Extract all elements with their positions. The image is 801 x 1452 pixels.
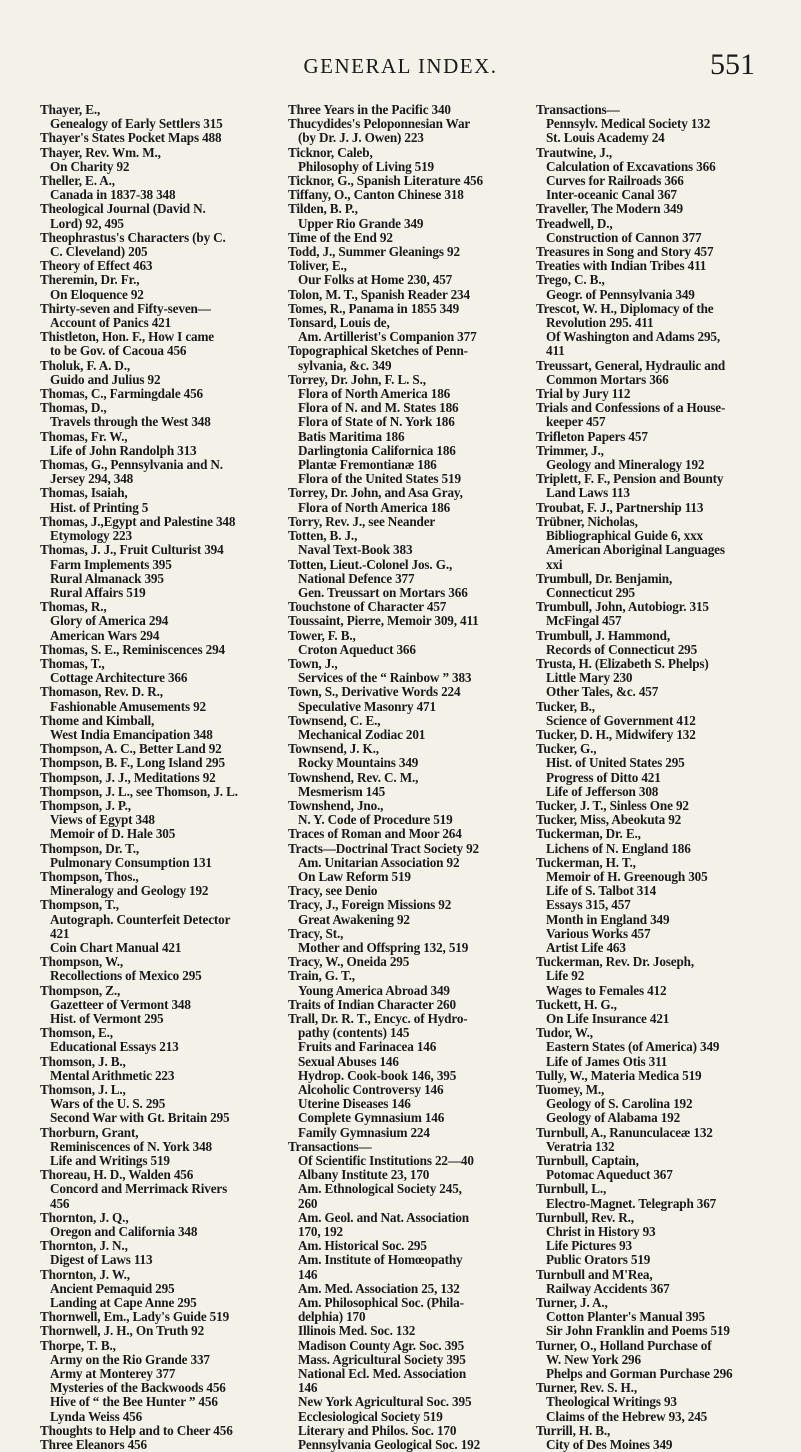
index-entry: Transactions— bbox=[288, 1138, 372, 1154]
index-entry: Thompson, J. L., see Thomson, J. L. bbox=[40, 783, 238, 799]
index-entry: Ticknor, Caleb, bbox=[288, 144, 373, 160]
index-subentry: Eastern States (of America) 349 bbox=[546, 1039, 720, 1055]
index-subentry: Lichens of N. England 186 bbox=[546, 840, 691, 856]
index-subentry: Sexual Abuses 146 bbox=[298, 1053, 399, 1069]
index-entry: Townshend, Rev. C. M., bbox=[288, 769, 419, 785]
index-subentry: Curves for Railroads 366 bbox=[546, 173, 684, 189]
index-entry: Trall, Dr. R. T., Encyc. of Hydro- bbox=[288, 1011, 468, 1026]
index-entry: Townshend, Jno., bbox=[288, 797, 384, 813]
index-subentry: Phelps and Gorman Purchase 296 bbox=[546, 1366, 733, 1382]
index-entry: Tholuk, F. A. D., bbox=[40, 357, 131, 373]
index-subentry: Veratria 132 bbox=[546, 1138, 615, 1154]
index-column-2 bbox=[288, 102, 526, 1452]
index-subentry: Etymology 223 bbox=[50, 528, 132, 544]
index-subentry: Albany Institute 23, 170 bbox=[298, 1167, 430, 1183]
index-entry: Thomson, J. L., bbox=[40, 1082, 126, 1098]
index-entry: Tolon, M. T., Spanish Reader 234 bbox=[288, 286, 470, 302]
index-subentry: Family Gymnasium 224 bbox=[298, 1124, 430, 1140]
index-subentry: Ecclesiological Society 519 bbox=[298, 1408, 443, 1424]
index-entry: Three Eleanors 456 bbox=[40, 1437, 147, 1452]
index-subentry: Cottage Architecture 366 bbox=[50, 670, 188, 686]
index-entry: Trübner, Nicholas, bbox=[536, 513, 638, 529]
index-entry: Tully, W., Materia Medica 519 bbox=[536, 1067, 702, 1083]
index-subentry: New York Agricultural Soc. 395 bbox=[298, 1394, 472, 1410]
index-subentry: Hist. of United States 295 bbox=[546, 755, 685, 771]
index-entry: Turnbull and M'Rea, bbox=[536, 1266, 653, 1282]
index-subentry: Essays 315, 457 bbox=[546, 897, 631, 913]
index-entry: Thayer's States Pocket Maps 488 bbox=[40, 130, 222, 146]
index-subentry: Revolution 295. 411 bbox=[546, 315, 654, 331]
index-subentry: 411 bbox=[546, 343, 565, 359]
index-entry: Thoreau, H. D., Walden 456 bbox=[40, 1167, 194, 1183]
index-subentry: Oregon and California 348 bbox=[50, 1224, 198, 1240]
page-number: 551 bbox=[710, 48, 755, 81]
index-entry: Thirty-seven and Fifty-seven— bbox=[40, 300, 211, 316]
index-entry: Thomas, J. J., Fruit Culturist 394 bbox=[40, 542, 224, 558]
index-entry: Transactions— bbox=[536, 102, 620, 117]
index-subentry: Fashionable Amusements 92 bbox=[50, 698, 206, 714]
index-subentry: Wars of the U. S. 295 bbox=[50, 1096, 166, 1112]
index-entry: Treaties with Indian Tribes 411 bbox=[536, 258, 707, 274]
index-entry: Thomas, C., Farmingdale 456 bbox=[40, 386, 203, 402]
index-subentry: National Defence 377 bbox=[298, 570, 415, 586]
index-entry: Theological Journal (David N. bbox=[40, 201, 206, 217]
index-subentry: Glory of America 294 bbox=[50, 613, 169, 629]
index-entry: Touchstone of Character 457 bbox=[288, 599, 447, 615]
index-subentry: 421 bbox=[50, 925, 70, 941]
index-entry: Trusta, H. (Elizabeth S. Phelps) bbox=[536, 655, 709, 671]
index-subentry: Life 92 bbox=[546, 968, 585, 984]
index-entry: Townsend, J. K., bbox=[288, 741, 379, 757]
index-subentry: Mechanical Zodiac 201 bbox=[298, 726, 426, 742]
index-subentry: West India Emancipation 348 bbox=[50, 726, 213, 742]
index-entry: Trumbull, John, Autobiogr. 315 bbox=[536, 599, 709, 615]
index-subentry: City of Des Moines 349 bbox=[546, 1437, 673, 1452]
index-subentry: Potomac Aqueduct 367 bbox=[546, 1167, 673, 1183]
index-subentry: Army at Monterey 377 bbox=[50, 1366, 176, 1382]
index-entry: Treasures in Song and Story 457 bbox=[536, 244, 714, 260]
index-columns bbox=[40, 102, 774, 1452]
index-entry: Thomas, S. E., Reminiscences 294 bbox=[40, 641, 225, 657]
index-subentry: Am. Historical Soc. 295 bbox=[298, 1238, 427, 1254]
index-entry: Traveller, The Modern 349 bbox=[536, 201, 683, 217]
index-entry: Tracy, see Denio bbox=[288, 883, 378, 899]
index-subentry: Geology of S. Carolina 192 bbox=[546, 1096, 693, 1112]
index-subentry: Genealogy of Early Settlers 315 bbox=[50, 116, 223, 132]
index-subentry: McFingal 457 bbox=[546, 613, 622, 629]
index-subentry: Flora of the United States 519 bbox=[298, 471, 461, 487]
index-subentry: Young America Abroad 349 bbox=[298, 982, 450, 998]
index-subentry: Philosophy of Living 519 bbox=[298, 158, 435, 174]
index-subentry: to be Gov. of Cacoua 456 bbox=[50, 343, 187, 359]
index-entry: Thompson, J. J., Meditations 92 bbox=[40, 769, 216, 785]
index-entry: Todd, J., Summer Gleanings 92 bbox=[288, 244, 460, 260]
index-subentry: (by Dr. J. J. Owen) 223 bbox=[298, 130, 424, 146]
index-subentry: Rocky Mountains 349 bbox=[298, 755, 419, 771]
index-subentry: Second War with Gt. Britain 295 bbox=[50, 1110, 230, 1126]
index-subentry: Records of Connecticut 295 bbox=[546, 641, 698, 657]
index-entry: Thompson, T., bbox=[40, 897, 119, 913]
index-subentry: Great Awakening 92 bbox=[298, 911, 410, 927]
index-subentry: On Charity 92 bbox=[50, 158, 130, 174]
index-subentry: Fruits and Farinacea 146 bbox=[298, 1039, 437, 1055]
index-subentry: Alcoholic Controversy 146 bbox=[298, 1082, 444, 1098]
index-subentry: Canada in 1837-38 348 bbox=[50, 187, 176, 203]
index-entry: Thornton, J. W., bbox=[40, 1266, 130, 1282]
index-entry: Troubat, F. J., Partnership 113 bbox=[536, 499, 704, 515]
index-subentry: American Wars 294 bbox=[50, 627, 160, 643]
index-subentry: Jersey 294, 348 bbox=[50, 471, 134, 487]
index-subentry: Life Pictures 93 bbox=[546, 1238, 632, 1254]
index-subentry: Mental Arithmetic 223 bbox=[50, 1067, 175, 1083]
index-entry: Thomas, Fr. W., bbox=[40, 428, 128, 444]
index-subentry: Land Laws 113 bbox=[546, 485, 630, 501]
running-head: GENERAL INDEX. bbox=[303, 54, 498, 78]
index-subentry: Public Orators 519 bbox=[546, 1252, 651, 1268]
index-entry: Turnbull, A., Ranunculaceæ 132 bbox=[536, 1124, 713, 1140]
index-subentry: American Aboriginal Languages bbox=[546, 542, 725, 558]
index-subentry: Farm Implements 395 bbox=[50, 556, 172, 572]
index-column-3 bbox=[536, 102, 774, 1452]
index-entry: Thomas, Isaiah, bbox=[40, 485, 128, 501]
index-entry: Thomson, J. B., bbox=[40, 1053, 126, 1069]
index-entry: Thomason, Rev. D. R., bbox=[40, 684, 163, 700]
index-entry: Thomas, D., bbox=[40, 400, 107, 416]
index-subentry: Flora of North America 186 bbox=[298, 499, 451, 515]
index-entry: Tuckerman, H. T., bbox=[536, 854, 636, 870]
index-subentry: Landing at Cape Anne 295 bbox=[50, 1295, 197, 1311]
index-subentry: Autograph. Counterfeit Detector bbox=[50, 911, 231, 927]
index-entry: Time of the End 92 bbox=[288, 229, 393, 245]
index-subentry: Cotton Planter's Manual 395 bbox=[546, 1309, 705, 1325]
index-subentry: Geogr. of Pennsylvania 349 bbox=[546, 286, 695, 302]
index-entry: Tiffany, O., Canton Chinese 318 bbox=[288, 187, 464, 203]
index-subentry: On Life Insurance 421 bbox=[546, 1011, 670, 1026]
index-entry: Theller, E. A., bbox=[40, 173, 115, 189]
index-entry: Tonsard, Louis de, bbox=[288, 315, 390, 331]
index-entry: Tower, F. B., bbox=[288, 627, 356, 643]
index-entry: Turnbull, L., bbox=[536, 1181, 607, 1197]
index-subentry: Concord and Merrimack Rivers bbox=[50, 1181, 228, 1197]
index-subentry: Hydrop. Cook-book 146, 395 bbox=[298, 1067, 457, 1083]
index-subentry: Batis Maritima 186 bbox=[298, 428, 405, 444]
index-subentry: Lynda Weiss 456 bbox=[50, 1408, 143, 1424]
index-subentry: Life of S. Talbot 314 bbox=[546, 883, 657, 899]
index-subentry: Life and Writings 519 bbox=[50, 1153, 170, 1169]
index-entry: Tilden, B. P., bbox=[288, 201, 358, 217]
index-subentry: Inter-oceanic Canal 367 bbox=[546, 187, 677, 203]
index-subentry: Hist. of Printing 5 bbox=[50, 499, 149, 515]
index-subentry: Sir John Franklin and Poems 519 bbox=[546, 1323, 730, 1339]
index-subentry: Month in England 349 bbox=[546, 911, 670, 927]
index-entry: Treussart, General, Hydraulic and bbox=[536, 357, 726, 373]
index-subentry: Speculative Masonry 471 bbox=[298, 698, 436, 714]
index-subentry: Rural Almanack 395 bbox=[50, 570, 164, 586]
index-entry: Turrill, H. B., bbox=[536, 1422, 611, 1438]
index-subentry: Artist Life 463 bbox=[546, 939, 626, 955]
index-subentry: On Eloquence 92 bbox=[50, 286, 144, 302]
index-entry: Thayer, Rev. Wm. M., bbox=[40, 144, 161, 160]
index-subentry: Uterine Diseases 146 bbox=[298, 1096, 411, 1112]
index-entry: Totten, B. J., bbox=[288, 528, 358, 544]
index-subentry: Mesmerism 145 bbox=[298, 783, 386, 799]
index-entry: Trials and Confessions of a House- bbox=[536, 400, 726, 416]
index-subentry: Our Folks at Home 230, 457 bbox=[298, 272, 453, 288]
index-entry: Train, G. T., bbox=[288, 968, 355, 984]
index-entry: Turner, O., Holland Purchase of bbox=[536, 1337, 712, 1353]
index-subentry: Rural Affairs 519 bbox=[50, 584, 146, 600]
index-subentry: N. Y. Code of Procedure 519 bbox=[298, 812, 453, 828]
index-entry: Toussaint, Pierre, Memoir 309, 411 bbox=[288, 613, 479, 629]
index-subentry: Coin Chart Manual 421 bbox=[50, 939, 182, 955]
index-subentry: xxi bbox=[546, 556, 563, 572]
index-subentry: National Ecl. Med. Association bbox=[298, 1366, 467, 1382]
index-entry: Torry, Rev. J., see Neander bbox=[288, 513, 436, 529]
index-subentry: Guido and Julius 92 bbox=[50, 371, 161, 387]
index-entry: Thompson, W., bbox=[40, 954, 124, 970]
index-subentry: Flora of N. and M. States 186 bbox=[298, 400, 459, 416]
index-entry: Thompson, B. F., Long Island 295 bbox=[40, 755, 225, 771]
index-subentry: Illinois Med. Soc. 132 bbox=[298, 1323, 416, 1339]
index-subentry: St. Louis Academy 24 bbox=[546, 130, 665, 146]
index-entry: Toliver, E., bbox=[288, 258, 347, 274]
index-subentry: Calculation of Excavations 366 bbox=[546, 158, 716, 174]
index-entry: Tuckerman, Rev. Dr. Joseph, bbox=[536, 954, 695, 970]
index-subentry: Literary and Philos. Soc. 170 bbox=[298, 1422, 457, 1438]
index-subentry: Connecticut 295 bbox=[546, 584, 635, 600]
index-subentry: Flora of State of N. York 186 bbox=[298, 414, 455, 430]
index-subentry: 260 bbox=[298, 1195, 318, 1211]
index-entry: Trego, C. B., bbox=[536, 272, 605, 288]
index-entry: Thorpe, T. B., bbox=[40, 1337, 116, 1353]
index-subentry: Recollections of Mexico 295 bbox=[50, 968, 202, 984]
index-entry: Thomas, J.,Egypt and Palestine 348 bbox=[40, 513, 236, 529]
index-entry: Trumbull, J. Hammond, bbox=[536, 627, 670, 643]
index-subentry: W. New York 296 bbox=[546, 1351, 641, 1367]
index-subentry: Am. Institute of Homœopathy bbox=[298, 1252, 463, 1268]
index-entry: Thornwell, Em., Lady's Guide 519 bbox=[40, 1309, 230, 1325]
index-entry: Trimmer, J., bbox=[536, 442, 604, 458]
index-subentry: Mother and Offspring 132, 519 bbox=[298, 939, 469, 955]
index-entry: Thoughts to Help and to Cheer 456 bbox=[40, 1422, 233, 1438]
index-subentry: Croton Aqueduct 366 bbox=[298, 641, 416, 657]
index-subentry: Life of Jefferson 308 bbox=[546, 783, 659, 799]
index-entry: Three Years in the Pacific 340 bbox=[288, 102, 451, 117]
index-subentry: Am. Artillerist's Companion 377 bbox=[298, 329, 477, 345]
index-subentry: keeper 457 bbox=[546, 414, 606, 430]
index-entry: Turner, J. A., bbox=[536, 1295, 608, 1311]
index-subentry: Army on the Rio Grande 337 bbox=[50, 1351, 210, 1367]
index-entry: Tracy, St., bbox=[288, 925, 344, 941]
index-subentry: Account of Panics 421 bbox=[50, 315, 172, 331]
index-entry: Trescot, W. H., Diplomacy of the bbox=[536, 300, 714, 316]
index-subentry: Claims of the Hebrew 93, 245 bbox=[546, 1408, 708, 1424]
index-subentry: Science of Government 412 bbox=[546, 712, 696, 728]
index-subentry: Complete Gymnasium 146 bbox=[298, 1110, 445, 1126]
index-entry: Town, J., bbox=[288, 655, 338, 671]
index-entry: Trumbull, Dr. Benjamin, bbox=[536, 570, 673, 586]
index-entry: Ticknor, G., Spanish Literature 456 bbox=[288, 173, 483, 189]
index-subentry: Am. Unitarian Association 92 bbox=[298, 854, 460, 870]
index-entry: Tucker, J. T., Sinless One 92 bbox=[536, 797, 689, 813]
index-subentry: Darlingtonia Californica 186 bbox=[298, 442, 456, 458]
index-subentry: Mysteries of the Backwoods 456 bbox=[50, 1380, 226, 1396]
index-subentry: Memoir of D. Hale 305 bbox=[50, 826, 176, 842]
index-subentry: Of Scientific Institutions 22—40 bbox=[298, 1153, 474, 1169]
index-subentry: sylvania, &c. 349 bbox=[298, 357, 392, 373]
index-subentry: Gazetteer of Vermont 348 bbox=[50, 996, 191, 1012]
index-subentry: Various Works 457 bbox=[546, 925, 651, 941]
index-entry: Tomes, R., Panama in 1855 349 bbox=[288, 300, 460, 316]
index-entry: Thompson, J. P., bbox=[40, 797, 131, 813]
index-subentry: 146 bbox=[298, 1266, 318, 1282]
index-subentry: Am. Med. Association 25, 132 bbox=[298, 1280, 460, 1296]
index-subentry: Am. Ethnological Society 245, bbox=[298, 1181, 462, 1197]
index-subentry: Christ in History 93 bbox=[546, 1224, 656, 1240]
index-entry: Thomas, T., bbox=[40, 655, 105, 671]
index-subentry: Geology of Alabama 192 bbox=[546, 1110, 681, 1126]
index-subentry: 170, 192 bbox=[298, 1224, 343, 1240]
index-subentry: Geology and Mineralogy 192 bbox=[546, 457, 705, 473]
index-subentry: Flora of North America 186 bbox=[298, 386, 451, 402]
index-entry: Tracy, W., Oneida 295 bbox=[288, 954, 410, 970]
index-entry: Thomas, R., bbox=[40, 599, 107, 615]
index-subentry: Ancient Pemaquid 295 bbox=[50, 1280, 175, 1296]
index-subentry: Pennsylv. Medical Society 132 bbox=[546, 116, 711, 132]
index-subentry: Progress of Ditto 421 bbox=[546, 769, 661, 785]
index-entry: Thornwell, J. H., On Truth 92 bbox=[40, 1323, 205, 1339]
index-entry: Theremin, Dr. Fr., bbox=[40, 272, 140, 288]
index-subentry: Theological Writings 93 bbox=[546, 1394, 677, 1410]
index-subentry: Educational Essays 213 bbox=[50, 1039, 179, 1055]
index-entry: Totten, Lieut.-Colonel Jos. G., bbox=[288, 556, 453, 572]
index-entry: Traits of Indian Character 260 bbox=[288, 996, 456, 1012]
index-subentry: Digest of Laws 113 bbox=[50, 1252, 153, 1268]
index-subentry: Naval Text-Book 383 bbox=[298, 542, 413, 558]
index-entry: Tracy, J., Foreign Missions 92 bbox=[288, 897, 452, 913]
index-entry: Thomson, E., bbox=[40, 1025, 113, 1041]
index-subentry: pathy (contents) 145 bbox=[298, 1025, 410, 1041]
index-subentry: Hive of “ the Bee Hunter ” 456 bbox=[50, 1394, 218, 1410]
index-subentry: Travels through the West 348 bbox=[50, 414, 211, 430]
index-entry: Triplett, F. F., Pension and Bounty bbox=[536, 471, 724, 487]
index-entry: Thornton, J. N., bbox=[40, 1238, 128, 1254]
index-subentry: Railway Accidents 367 bbox=[546, 1280, 670, 1296]
index-entry: Thompson, Dr. T., bbox=[40, 840, 140, 856]
index-entry: Tucker, G., bbox=[536, 741, 597, 757]
index-entry: Town, S., Derivative Words 224 bbox=[288, 684, 461, 700]
index-entry: Townsend, C. E., bbox=[288, 712, 381, 728]
index-entry: Thornton, J. Q., bbox=[40, 1209, 129, 1225]
index-entry: Turner, Rev. S. H., bbox=[536, 1380, 637, 1396]
index-subentry: Mineralogy and Geology 192 bbox=[50, 883, 209, 899]
index-subentry: Hist. of Vermont 295 bbox=[50, 1011, 164, 1026]
index-entry: Thompson, Thos., bbox=[40, 868, 139, 884]
index-subentry: Memoir of H. Greenough 305 bbox=[546, 868, 708, 884]
index-subentry: Reminiscences of N. York 348 bbox=[50, 1138, 212, 1154]
index-subentry: Am. Philosophical Soc. (Phila- bbox=[298, 1295, 464, 1311]
index-entry: Thorburn, Grant, bbox=[40, 1124, 139, 1140]
index-entry: Torrey, Dr. John, and Asa Gray, bbox=[288, 485, 463, 501]
index-subentry: Bibliographical Guide 6, xxx bbox=[546, 528, 704, 544]
index-entry: Tuckerman, Dr. E., bbox=[536, 826, 641, 842]
index-entry: Thucydides's Peloponnesian War bbox=[288, 116, 471, 132]
index-entry: Tucker, D. H., Midwifery 132 bbox=[536, 726, 696, 742]
index-subentry: Gen. Treussart on Mortars 366 bbox=[298, 584, 468, 600]
index-entry: Thompson, Z., bbox=[40, 982, 121, 998]
index-entry: Tudor, W., bbox=[536, 1025, 593, 1041]
index-subentry: C. Cleveland) 205 bbox=[50, 244, 148, 260]
index-entry: Traces of Roman and Moor 264 bbox=[288, 826, 462, 842]
index-subentry: Life of John Randolph 313 bbox=[50, 442, 197, 458]
index-entry: Trial by Jury 112 bbox=[536, 386, 631, 402]
index-entry: Tucker, B., bbox=[536, 698, 595, 714]
index-entry: Topographical Sketches of Penn- bbox=[288, 343, 468, 359]
index-entry: Turnbull, Rev. R., bbox=[536, 1209, 634, 1225]
index-subentry: Pennsylvania Geological Soc. 192 bbox=[298, 1437, 481, 1452]
index-entry: Tuckett, H. G., bbox=[536, 996, 617, 1012]
index-entry: Thomas, G., Pennsylvania and N. bbox=[40, 457, 223, 473]
index-entry: Trifleton Papers 457 bbox=[536, 428, 648, 444]
index-entry: Theophrastus's Characters (by C. bbox=[40, 229, 226, 245]
index-entry: Thompson, A. C., Better Land 92 bbox=[40, 741, 222, 757]
index-entry: Treadwell, D., bbox=[536, 215, 613, 231]
index-subentry: Plantæ Fremontianæ 186 bbox=[298, 457, 437, 473]
index-entry: Tuomey, M., bbox=[536, 1082, 605, 1098]
index-entry: Torrey, Dr. John, F. L. S., bbox=[288, 371, 426, 387]
index-subentry: Views of Egypt 348 bbox=[50, 812, 155, 828]
index-subentry: Am. Geol. and Nat. Association bbox=[298, 1209, 469, 1225]
index-entry: Thistleton, Hon. F., How I came bbox=[40, 329, 214, 345]
index-entry: Thayer, E., bbox=[40, 102, 101, 117]
index-subentry: Services of the “ Rainbow ” 383 bbox=[298, 670, 472, 686]
index-subentry: Other Tales, &c. 457 bbox=[546, 684, 659, 700]
index-column-1 bbox=[40, 102, 278, 1452]
index-entry: Tucker, Miss, Abeokuta 92 bbox=[536, 812, 682, 828]
index-entry: Theory of Effect 463 bbox=[40, 258, 153, 274]
index-subentry: On Law Reform 519 bbox=[298, 868, 411, 884]
page-header bbox=[0, 48, 801, 88]
index-subentry: Madison County Agr. Soc. 395 bbox=[298, 1337, 465, 1353]
index-subentry: 146 bbox=[298, 1380, 318, 1396]
index-entry: Tracts—Doctrinal Tract Society 92 bbox=[288, 840, 479, 856]
index-entry: Trautwine, J., bbox=[536, 144, 613, 160]
index-entry: Turnbull, Captain, bbox=[536, 1153, 639, 1169]
index-subentry: Construction of Cannon 377 bbox=[546, 229, 702, 245]
index-subentry: Pulmonary Consumption 131 bbox=[50, 854, 212, 870]
index-subentry: Wages to Females 412 bbox=[546, 982, 667, 998]
index-entry: Thome and Kimball, bbox=[40, 712, 155, 728]
index-subentry: delphia) 170 bbox=[298, 1309, 366, 1325]
index-subentry: 456 bbox=[50, 1195, 70, 1211]
index-subentry: Life of James Otis 311 bbox=[546, 1053, 668, 1069]
index-subentry: Common Mortars 366 bbox=[546, 371, 669, 387]
index-subentry: Upper Rio Grande 349 bbox=[298, 215, 424, 231]
index-subentry: Of Washington and Adams 295, bbox=[546, 329, 721, 345]
index-subentry: Lord) 92, 495 bbox=[50, 215, 124, 231]
index-subentry: Little Mary 230 bbox=[546, 670, 633, 686]
index-subentry: Mass. Agricultural Society 395 bbox=[298, 1351, 466, 1367]
index-subentry: Electro-Magnet. Telegraph 367 bbox=[546, 1195, 717, 1211]
